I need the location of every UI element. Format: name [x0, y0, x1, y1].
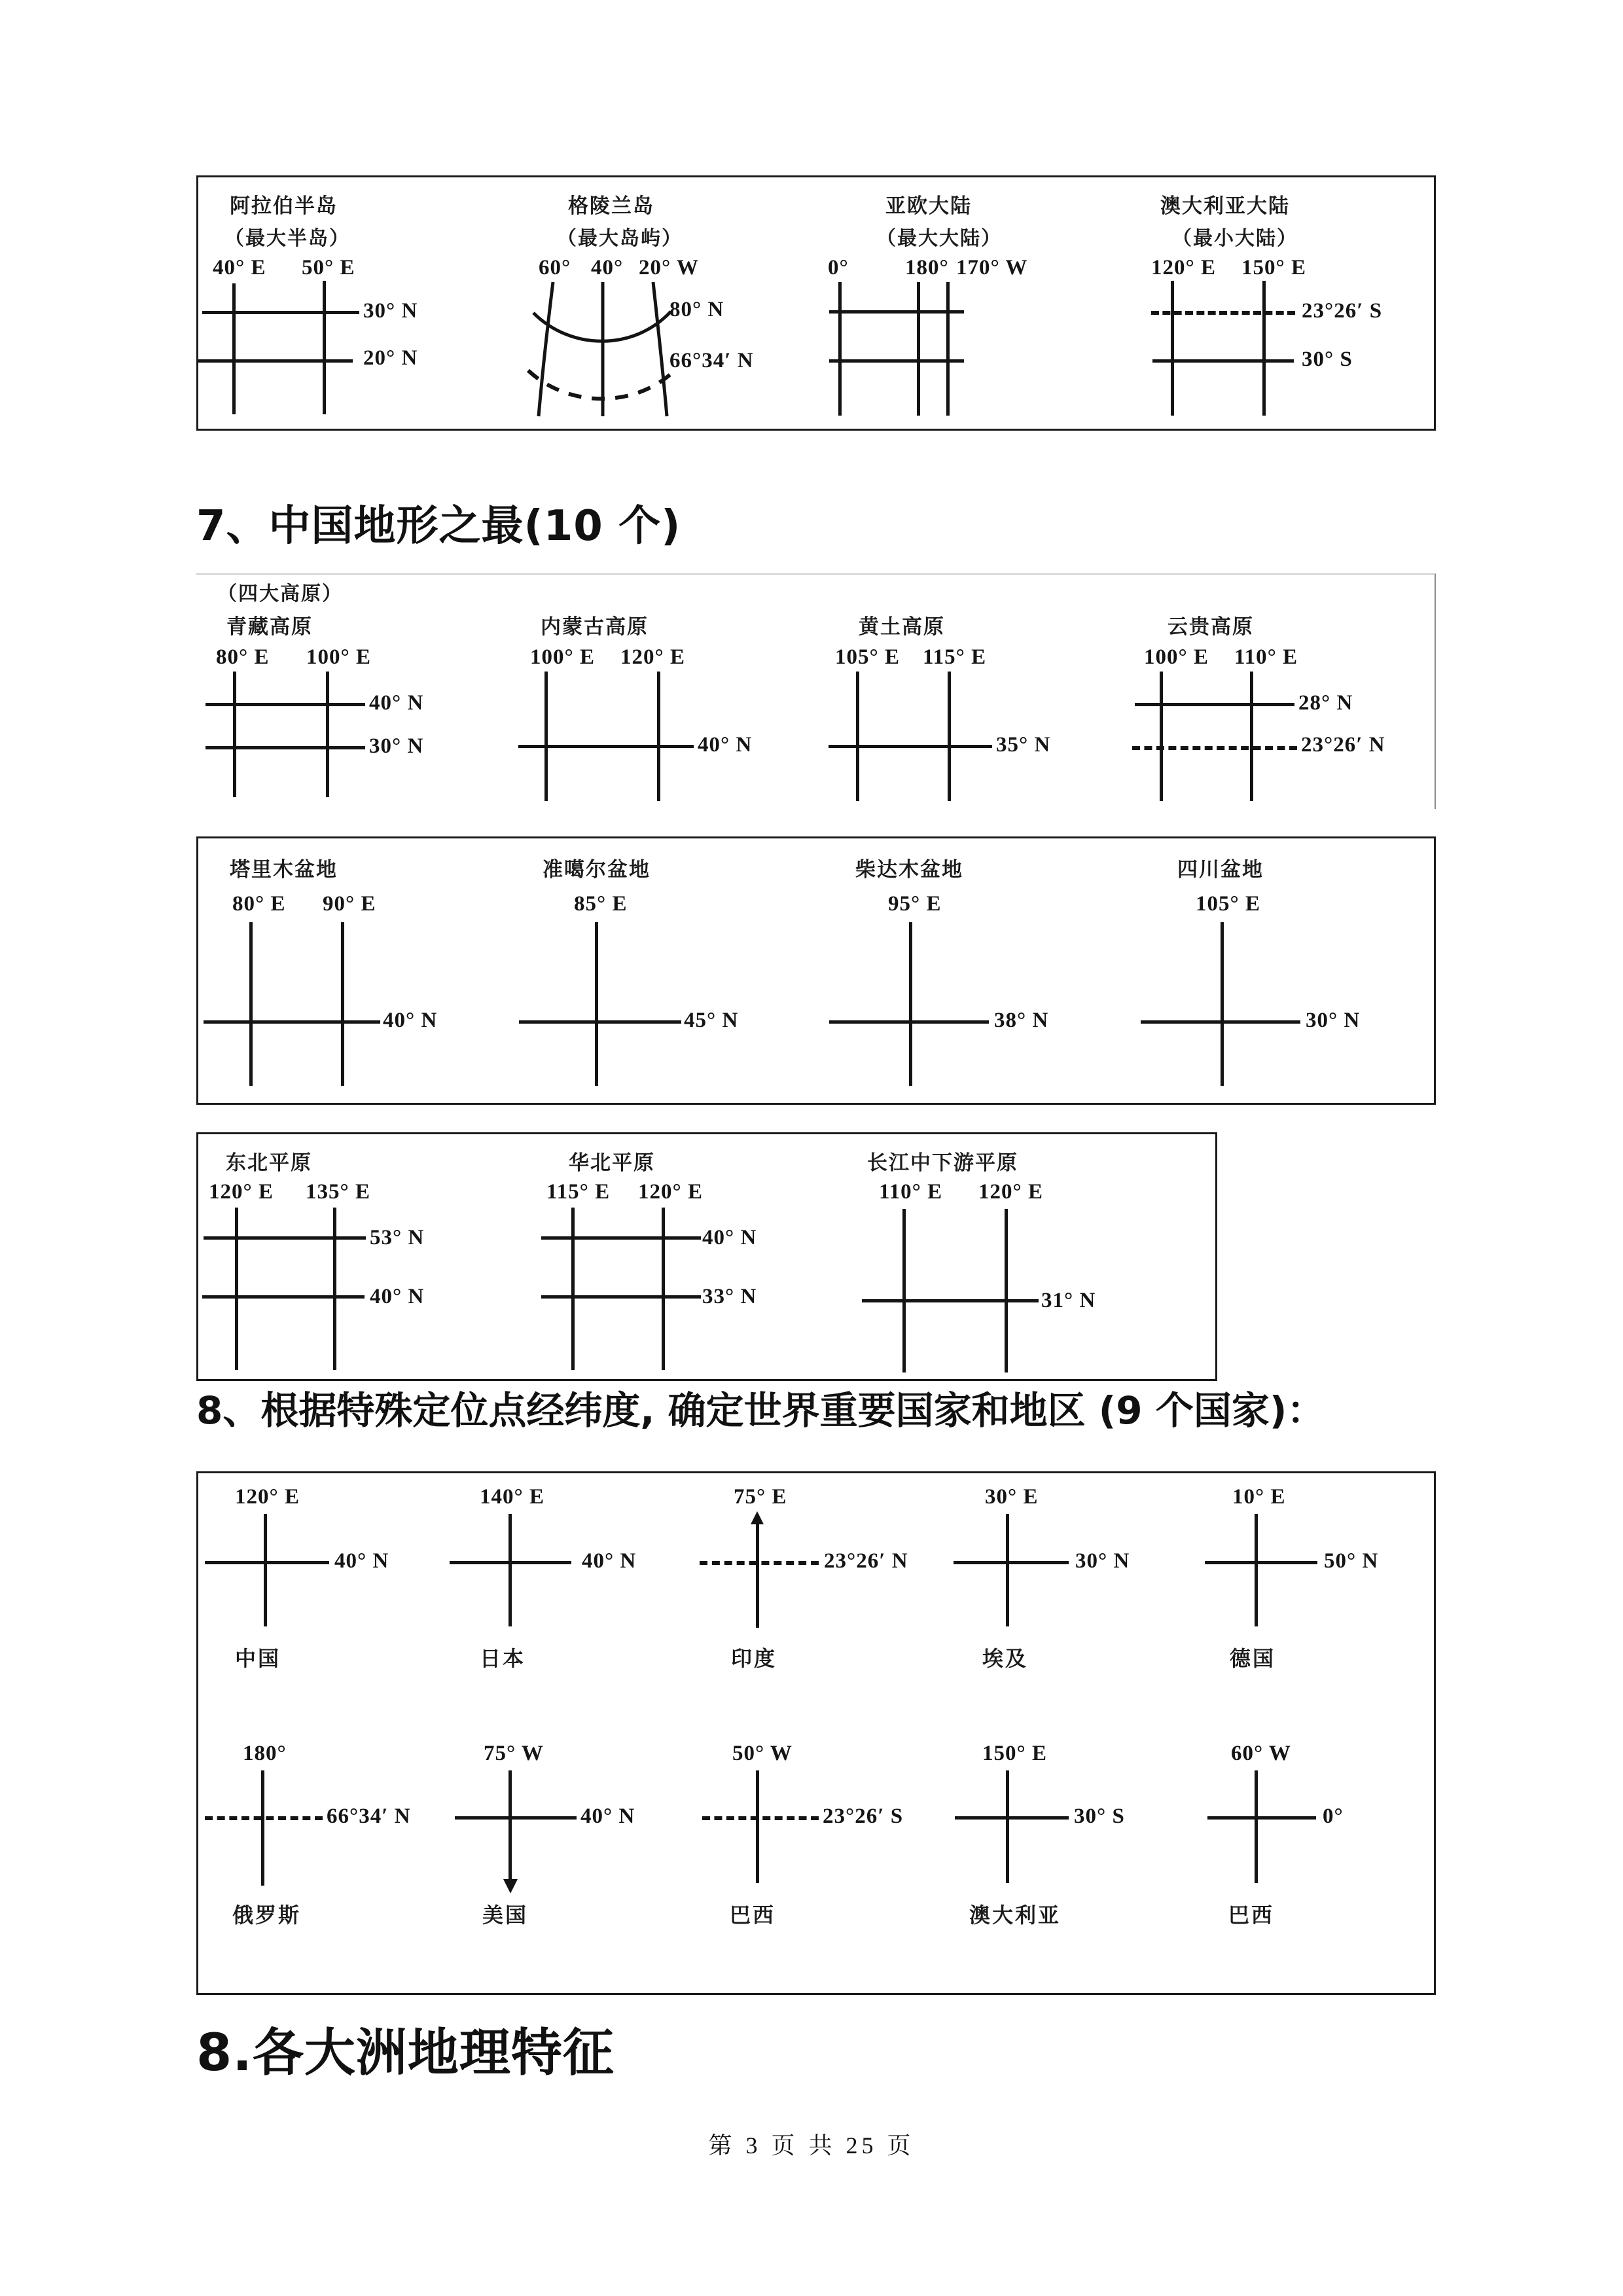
meridian-line [1221, 922, 1224, 1086]
tropic-line [700, 1561, 819, 1565]
panel-title: 青藏高原 [226, 615, 313, 639]
meridian-line [1250, 672, 1253, 801]
diagram-panel-tarim-basin [198, 838, 506, 1103]
latitude-label: 40° N [582, 1549, 637, 1573]
panel-title: 黄土高原 [859, 615, 945, 639]
latitude-label: 30° S [1074, 1804, 1125, 1828]
parallel-line [202, 1295, 365, 1299]
longitude-label: 110° E [879, 1180, 943, 1204]
longitude-label: 120° E [978, 1180, 1043, 1204]
diagram-panel-germany [1188, 1473, 1434, 1730]
parallel-line [541, 1236, 701, 1240]
country-name: 印度 [731, 1646, 777, 1671]
diagram-panel-india [693, 1473, 940, 1730]
diagram-panel-greenland [506, 177, 813, 429]
meridian-line [261, 1770, 264, 1886]
latitude-label: 40° N [334, 1549, 389, 1573]
parallel-line [829, 359, 964, 363]
figure-country-coordinates [196, 1471, 1436, 1995]
longitude-label: 90° E [323, 892, 376, 916]
country-name: 德国 [1230, 1646, 1276, 1671]
panel-title: 云贵高原 [1168, 615, 1254, 639]
parallel-line [829, 310, 964, 314]
parallel-line [829, 745, 992, 748]
latitude-label: 40° N [698, 733, 753, 757]
latitude-label: 40° N [369, 691, 424, 715]
meridian-line [756, 1770, 759, 1883]
meridian-line [1255, 1514, 1258, 1626]
diagram-panel-australia [940, 1730, 1188, 1992]
diagram-panel-brazil-tropic [693, 1730, 940, 1992]
latitude-label: 31° N [1041, 1289, 1096, 1312]
longitude-label: 135° E [306, 1180, 370, 1204]
longitude-label: 95° E [888, 892, 942, 916]
parallel-line [519, 1020, 681, 1024]
diagram-panel-russia [198, 1730, 446, 1992]
latitude-label: 35° N [996, 733, 1051, 757]
meridian-line [233, 672, 236, 797]
longitude-label: 100° E [306, 645, 371, 669]
meridian-line [902, 1209, 906, 1372]
longitude-label: 110° E [1234, 645, 1298, 669]
diagram-panel-yunnan-guizhou-plateau [1119, 575, 1432, 808]
longitude-label: 0° [828, 256, 849, 279]
longitude-label: 105° E [835, 645, 900, 669]
country-name: 埃及 [982, 1646, 1029, 1671]
panel-title: 柴达木盆地 [855, 858, 963, 882]
arctic-circle-line [205, 1816, 323, 1820]
longitude-label: 140° E [480, 1485, 544, 1509]
longitude-label: 170° W [956, 256, 1028, 279]
panel-subtitle: （最小大陆） [1172, 227, 1298, 250]
parallel-line [205, 746, 365, 749]
country-name: 巴西 [730, 1903, 776, 1928]
panel-title: 华北平原 [569, 1151, 655, 1175]
longitude-label: 100° E [530, 645, 595, 669]
longitude-label: 120° E [235, 1485, 300, 1509]
latitude-label: 38° N [994, 1009, 1049, 1032]
panel-title: 澳大利亚大陆 [1160, 194, 1290, 218]
diagram-panel-middle-lower-yangtze-plain [813, 1134, 1217, 1379]
longitude-label: 120° E [638, 1180, 703, 1204]
longitude-label: 120° E [620, 645, 685, 669]
longitude-label: 85° E [574, 892, 628, 916]
meridian-line [571, 1208, 575, 1370]
diagram-panel-qinghai-tibet-plateau [196, 575, 504, 808]
latitude-label: 40° N [702, 1226, 757, 1249]
parallel-line [955, 1816, 1069, 1820]
panel-title: 亚欧大陆 [885, 194, 972, 218]
country-name: 澳大利亚 [969, 1903, 1061, 1928]
parallel-line [829, 1020, 989, 1024]
longitude-label: 105° E [1196, 892, 1260, 916]
latitude-label: 23°26′ N [1301, 733, 1385, 757]
parallel-line [450, 1561, 571, 1564]
longitude-label: 150° E [982, 1742, 1047, 1765]
meridian-line [1006, 1514, 1009, 1626]
meridian-line [333, 1208, 336, 1370]
parallel-line [1152, 359, 1294, 363]
longitude-label: 30° E [985, 1485, 1039, 1509]
latitude-label: 23°26′ N [824, 1549, 908, 1573]
figure-world-extremes [196, 175, 1436, 431]
latitude-label: 0° [1323, 1804, 1344, 1828]
tropic-line [1151, 311, 1295, 315]
parallel-line [954, 1561, 1069, 1564]
meridian-line [1262, 281, 1266, 416]
meridian-line [946, 282, 950, 416]
diagram-panel-arabian-peninsula [198, 177, 506, 429]
meridian-line [508, 1514, 512, 1626]
meridian-line [341, 922, 344, 1086]
diagram-panel-brazil-equator [1188, 1730, 1434, 1992]
country-name: 美国 [482, 1903, 529, 1928]
latitude-label: 30° N [1075, 1549, 1130, 1573]
latitude-label: 33° N [702, 1285, 757, 1308]
panel-title: 阿拉伯半岛 [230, 194, 338, 218]
diagram-panel-united-states [446, 1730, 693, 1992]
latitude-label: 23°26′ S [823, 1804, 904, 1828]
group-label-four-plateaus: （四大高原） [217, 583, 343, 605]
latitude-label: 50° N [1324, 1549, 1379, 1573]
longitude-label: 115° E [546, 1180, 611, 1204]
meridian-line [1005, 1209, 1008, 1372]
panel-title: 四川盆地 [1177, 858, 1264, 882]
page-heading-section-7: 7、中国地形之最(10 个) [196, 502, 681, 550]
diagram-panel-loess-plateau [812, 575, 1119, 808]
parallel-line [1141, 1020, 1300, 1024]
latitude-label: 30° N [369, 734, 424, 758]
diagram-panel-sichuan-basin [1121, 838, 1434, 1103]
latitude-label: 66°34′ N [669, 349, 754, 372]
meridian-line [1160, 672, 1163, 801]
latitude-label: 53° N [370, 1226, 425, 1249]
tropic-line [702, 1816, 819, 1820]
panel-subtitle: （最大岛屿） [557, 227, 683, 250]
meridian-line [662, 1208, 665, 1370]
longitude-label: 115° E [923, 645, 987, 669]
parallel-line [198, 359, 353, 363]
longitude-label: 80° E [216, 645, 270, 669]
parallel-line [455, 1816, 577, 1820]
diagram-panel-northeast-plain [198, 1134, 506, 1379]
country-name: 俄罗斯 [232, 1903, 302, 1928]
longitude-label: 120° E [1151, 256, 1216, 279]
latitude-label: 28° N [1298, 691, 1353, 715]
panel-title: 长江中下游平原 [867, 1151, 1018, 1175]
meridian-line [249, 922, 253, 1086]
panel-title: 塔里木盆地 [230, 858, 338, 882]
diagram-panel-junggar-basin [506, 838, 813, 1103]
meridian-line [856, 672, 859, 801]
parallel-line [204, 1236, 366, 1240]
latitude-label: 40° N [383, 1009, 438, 1032]
meridian-line [917, 282, 920, 416]
diagram-panel-eurasia [813, 177, 1121, 429]
equator-line [1207, 1816, 1316, 1820]
meridian-line [323, 281, 326, 414]
diagram-panel-china [198, 1473, 446, 1730]
longitude-label: 100° E [1144, 645, 1209, 669]
meridian-line [595, 922, 598, 1086]
meridian-line [1006, 1770, 1009, 1883]
longitude-label: 180° [905, 256, 949, 279]
tropic-line [1132, 746, 1297, 750]
parallel-line [1135, 703, 1294, 706]
longitude-label: 120° E [209, 1180, 274, 1204]
parallel-line [518, 745, 694, 748]
diagram-panel-north-china-plain [506, 1134, 813, 1379]
panel-title: 东北平原 [226, 1151, 312, 1175]
longitude-label: 180° [243, 1742, 287, 1765]
south-arrow-icon [503, 1879, 518, 1893]
diagram-panel-qaidam-basin [813, 838, 1121, 1103]
meridian-line [235, 1208, 238, 1370]
country-name: 日本 [480, 1646, 526, 1671]
meridian-line [232, 283, 236, 414]
parallel-line [205, 703, 365, 706]
longitude-label: 50° W [732, 1742, 793, 1765]
latitude-label: 66°34′ N [327, 1804, 411, 1828]
country-name: 巴西 [1228, 1903, 1275, 1928]
latitude-label: 40° N [370, 1285, 425, 1308]
longitude-label: 75° E [734, 1485, 787, 1509]
meridian-line [909, 922, 912, 1086]
latitude-label: 23°26′ S [1302, 299, 1383, 323]
latitude-label: 30° N [1306, 1009, 1361, 1032]
panel-title: 内蒙古高原 [541, 615, 649, 639]
meridian-line [544, 672, 548, 801]
parallel-line [862, 1299, 1039, 1302]
parallel-line [205, 1561, 329, 1564]
panel-subtitle: （最大大陆） [876, 227, 1002, 250]
meridian-line [948, 672, 951, 801]
longitude-label: 60° W [1231, 1742, 1291, 1765]
longitude-label: 75° W [484, 1742, 544, 1765]
longitude-label: 60° [539, 256, 571, 279]
longitude-label: 150° E [1241, 256, 1306, 279]
meridian-line [756, 1522, 759, 1628]
page-footer: 第 3 页 共 25 页 [708, 2132, 915, 2159]
meridian-line [657, 672, 660, 801]
longitude-label: 80° E [232, 892, 286, 916]
meridian-line [326, 672, 329, 797]
meridian-line [1255, 1770, 1258, 1883]
meridian-line [1171, 281, 1174, 416]
latitude-label: 45° N [684, 1009, 739, 1032]
diagram-panel-egypt [940, 1473, 1188, 1730]
latitude-label: 80° N [669, 298, 724, 321]
panel-title: 格陵兰岛 [568, 194, 654, 218]
longitude-label: 20° W [639, 256, 699, 279]
panel-subtitle: （最大半岛） [224, 227, 350, 250]
panel-title: 准噶尔盆地 [543, 858, 651, 882]
figure-three-plains [196, 1132, 1217, 1381]
meridian-line [508, 1770, 512, 1882]
page-heading-section-8: 8、根据特殊定位点经纬度, 确定世界重要国家和地区 (9 个国家)： [196, 1388, 1325, 1433]
longitude-label: 40° E [213, 256, 266, 279]
meridian-line [264, 1514, 267, 1626]
parallel-line [1205, 1561, 1317, 1564]
latitude-label: 30° S [1302, 348, 1353, 371]
parallel-line [204, 1020, 380, 1024]
longitude-label: 50° E [302, 256, 355, 279]
country-name: 中国 [235, 1646, 281, 1671]
diagram-panel-japan [446, 1473, 693, 1730]
latitude-label: 20° N [363, 346, 418, 370]
figure-four-plateaus [196, 573, 1436, 809]
parallel-line [541, 1295, 701, 1299]
longitude-label: 10° E [1232, 1485, 1286, 1509]
figure-four-basins [196, 836, 1436, 1105]
latitude-label: 30° N [363, 299, 418, 323]
page-heading-continents: 8.各大洲地理特征 [196, 2024, 615, 2083]
meridian-line [838, 282, 842, 416]
parallel-line [202, 311, 359, 314]
longitude-label: 40° [591, 256, 624, 279]
diagram-panel-australia-continent [1121, 177, 1434, 429]
diagram-panel-inner-mongolia-plateau [504, 575, 812, 808]
latitude-label: 40° N [580, 1804, 635, 1828]
